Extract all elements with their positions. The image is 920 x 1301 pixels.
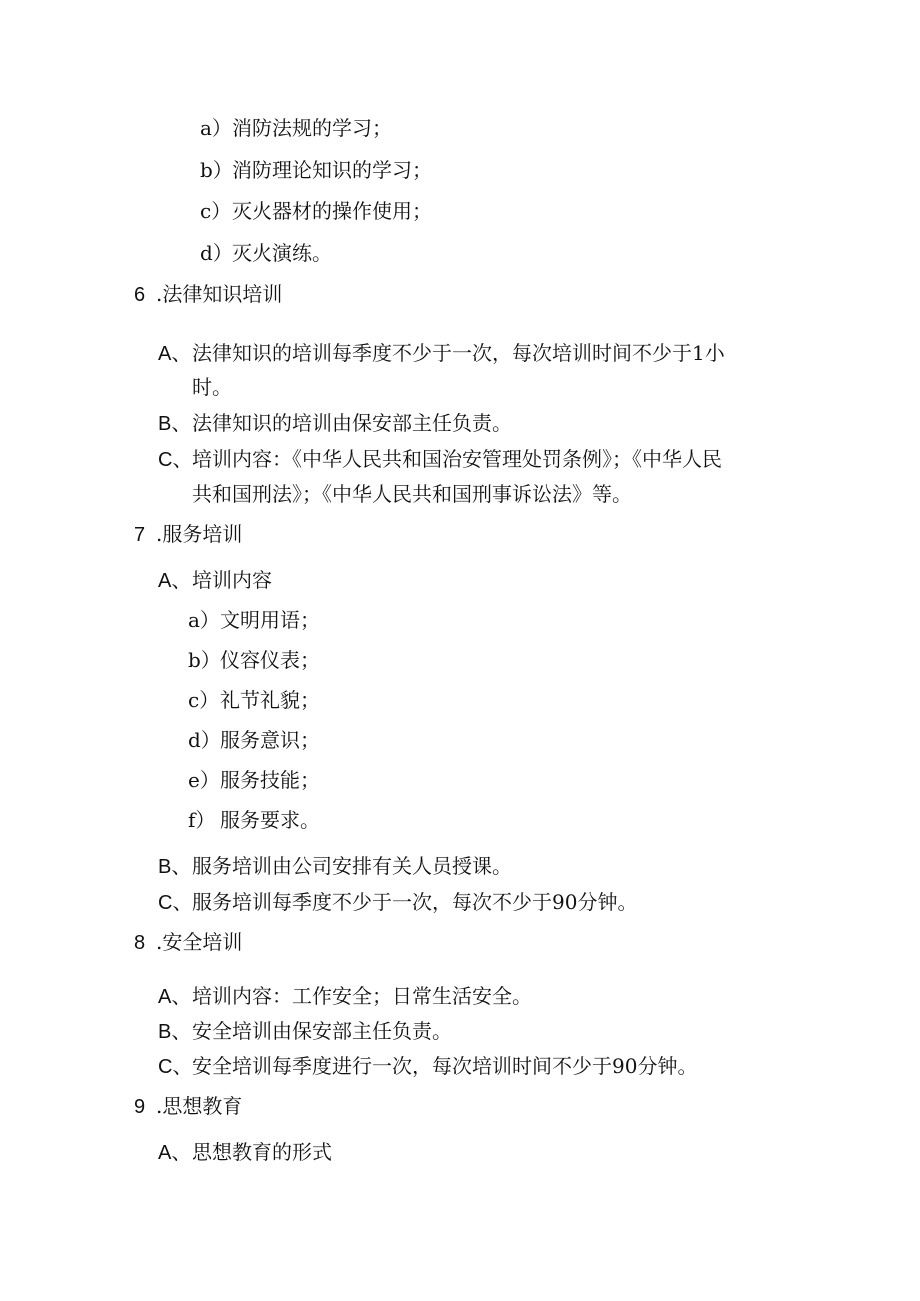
item-text: 培训内容：工作安全；日常生活安全。: [192, 984, 532, 1008]
item-text: 培训内容: [192, 568, 272, 592]
paragraph-continuation: 共和国刑法》；《中华人民共和国刑事诉讼法》等。: [192, 482, 632, 506]
list-item: [200, 157, 432, 183]
list-item: [188, 727, 320, 753]
section-title: .思想教育: [156, 1094, 243, 1118]
item-marker: B、: [158, 856, 192, 878]
list-marker: d）: [188, 728, 221, 752]
paragraph: [158, 1053, 697, 1080]
list-text: 服务技能；: [220, 768, 320, 792]
list-text: 灭火演练。: [232, 241, 332, 265]
list-marker: d）: [200, 241, 233, 265]
list-marker: c）: [188, 688, 220, 712]
section-title: .安全培训: [156, 930, 243, 954]
item-marker: C、: [158, 1056, 193, 1078]
item-text: 安全培训由保安部主任负责。: [192, 1019, 452, 1043]
section-heading: [134, 929, 242, 956]
item-text: 培训内容：《中华人民共和国治安管理处罚条例》；《中华人民: [192, 447, 722, 471]
list-text: 服务意识；: [220, 728, 320, 752]
item-marker: A、: [158, 986, 192, 1008]
list-marker: a）: [200, 116, 232, 140]
list-text: 灭火器材的操作使用；: [232, 199, 432, 223]
list-text: 仪容仪表；: [220, 648, 320, 672]
item-text: 思想教育的形式: [192, 1140, 332, 1164]
section-heading: [134, 1093, 242, 1120]
list-item: [188, 767, 320, 793]
paragraph: [158, 853, 512, 880]
list-item: [188, 807, 320, 833]
item-text: 法律知识的培训由保安部主任负责。: [192, 411, 512, 435]
paragraph: [158, 889, 637, 916]
paragraph: [158, 567, 272, 594]
list-text: 消防法规的学习；: [232, 116, 392, 140]
list-text: 文明用语；: [220, 608, 320, 632]
item-marker: B、: [158, 413, 192, 435]
list-item: [200, 240, 332, 266]
section-title: .法律知识培训: [156, 282, 283, 306]
list-text: 消防理论知识的学习；: [232, 158, 432, 182]
list-item: [188, 607, 320, 633]
item-marker: C、: [158, 892, 193, 914]
item-marker: C、: [158, 449, 193, 471]
item-text: 服务培训由公司安排有关人员授课。: [192, 854, 512, 878]
section-heading: [134, 521, 242, 548]
paragraph: [158, 340, 725, 367]
list-item: [200, 198, 432, 224]
list-marker: c）: [200, 199, 232, 223]
paragraph: [158, 1018, 452, 1045]
section-number: 7: [134, 524, 146, 546]
list-text: 服务要求。: [220, 808, 320, 832]
list-item: [188, 647, 320, 673]
item-marker: A、: [158, 1142, 192, 1164]
list-marker: b）: [188, 648, 221, 672]
section-heading: [134, 281, 282, 308]
item-text: 服务培训每季度不少于一次，每次不少于90分钟。: [192, 890, 638, 914]
item-marker: B、: [158, 1021, 192, 1043]
item-marker: A、: [158, 570, 192, 592]
section-number: 8: [134, 932, 146, 954]
list-marker: f）: [188, 808, 216, 832]
section-number: 9: [134, 1096, 146, 1118]
paragraph: [158, 410, 512, 437]
paragraph-continuation: 时。: [192, 375, 232, 399]
list-marker: e）: [188, 768, 220, 792]
paragraph: [158, 1139, 332, 1166]
list-text: 礼节礼貌；: [220, 688, 320, 712]
paragraph: [158, 983, 532, 1010]
paragraph: [158, 446, 722, 473]
item-text: 安全培训每季度进行一次，每次培训时间不少于90分钟。: [192, 1054, 698, 1078]
item-marker: A、: [158, 343, 192, 365]
list-marker: b）: [200, 158, 233, 182]
section-title: .服务培训: [156, 522, 243, 546]
list-marker: a）: [188, 608, 220, 632]
item-text: 法律知识的培训每季度不少于一次，每次培训时间不少于1小: [192, 341, 725, 365]
section-number: 6: [134, 284, 146, 306]
list-item: [200, 115, 392, 141]
list-item: [188, 687, 320, 713]
